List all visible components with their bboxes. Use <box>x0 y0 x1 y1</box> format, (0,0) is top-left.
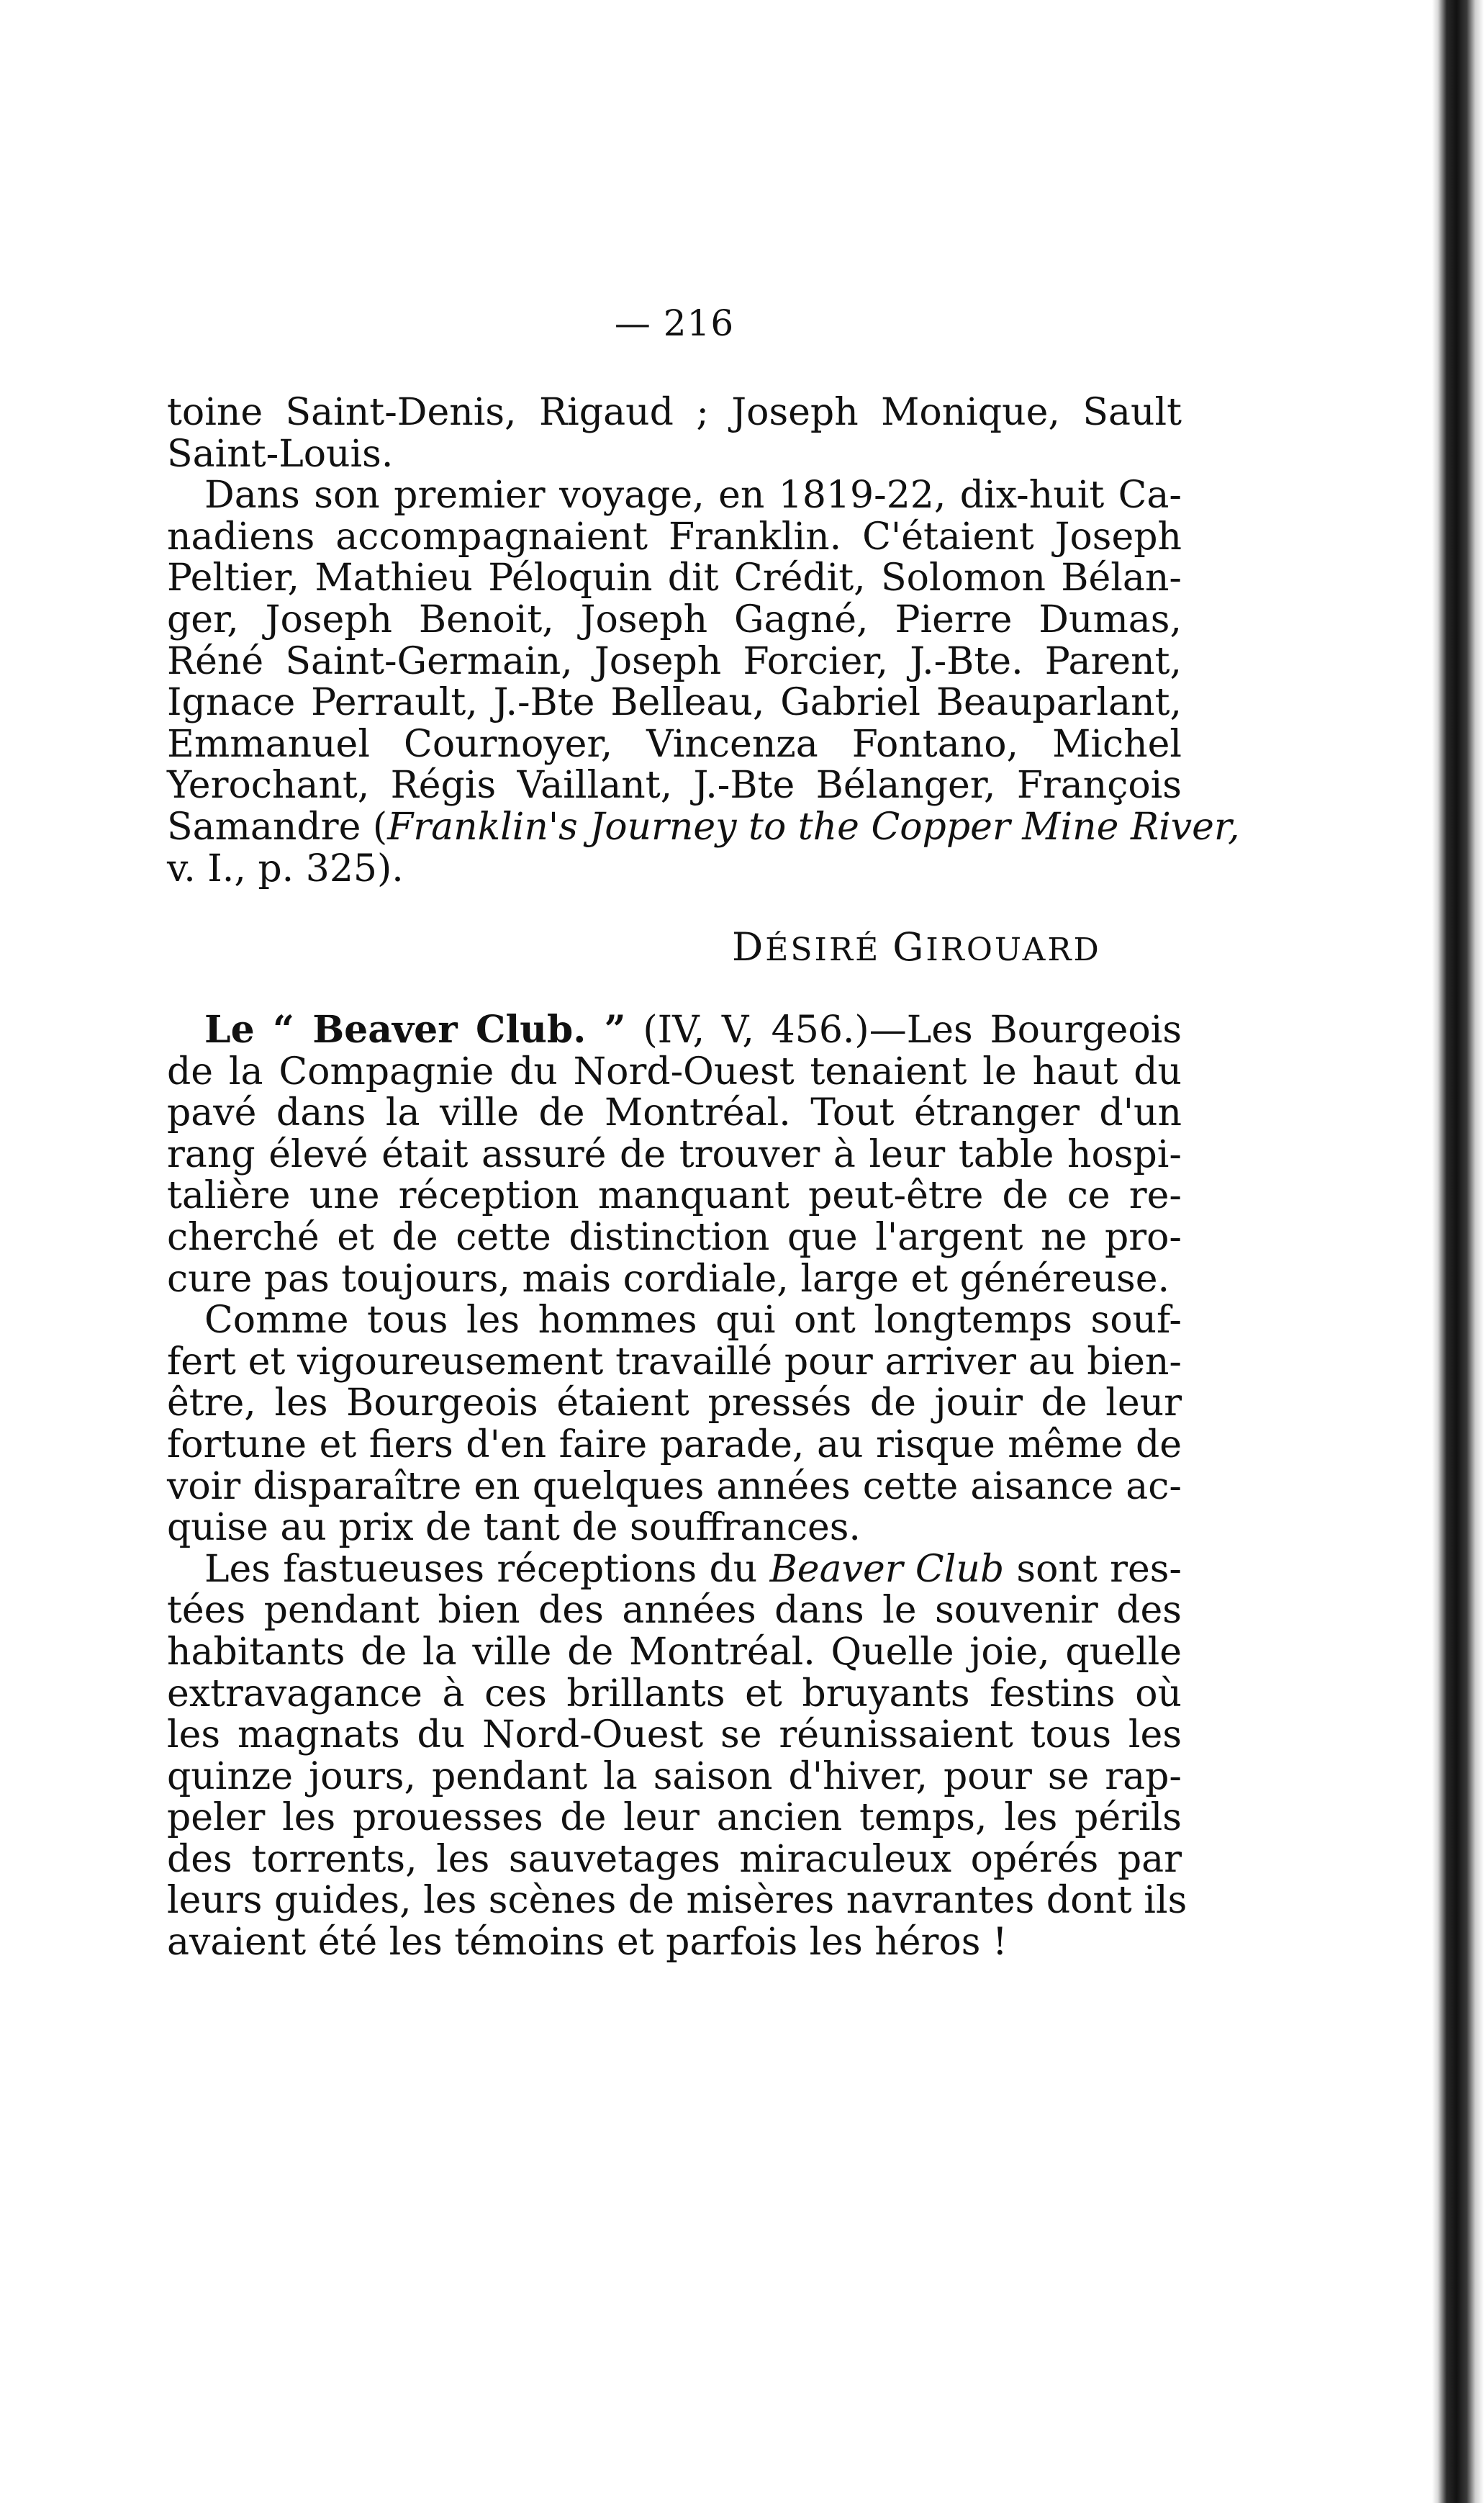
text-line: voir disparaître en quelques années cette aisance ac- <box>167 1464 1182 1508</box>
text-line: fortune et fiers d'en faire parade, au risque même de <box>167 1422 1182 1466</box>
text-line: leurs guides, les scènes de misères navrantes dont ils <box>167 1879 1187 1923</box>
page-number: — 216 <box>614 302 735 344</box>
text-line: Saint-Louis. <box>167 432 394 476</box>
text-line: avaient été les témoins et parfois les héros ! <box>167 1921 1008 1965</box>
club-name: Beaver Club <box>769 1547 1005 1591</box>
text-line: habitants de la ville de Montréal. Quelle joie, quelle <box>167 1630 1182 1674</box>
text-line: des torrents, les sauvetages miraculeux opérés par <box>167 1837 1182 1881</box>
text-line: cure pas toujours, mais cordiale, large et généreuse. <box>167 1257 1170 1301</box>
text-line: extravagance à ces brillants et bruyants festins où <box>167 1672 1182 1715</box>
citation-line <box>167 805 1240 849</box>
text-line: cherché et de cette distinction que l'argent ne pro- <box>167 1215 1182 1259</box>
text-line: Réné Saint-Germain, Joseph Forcier, J.-Bte. Parent, <box>167 639 1182 683</box>
article-heading-line <box>167 1009 1182 1052</box>
author-signature: DÉSIRÉ GIROUARD <box>732 924 1101 970</box>
page-binding-edge <box>1419 0 1484 2503</box>
citation-ref: v. I., p. 325). <box>167 847 404 890</box>
text-line: rang élevé était assuré de trouver à leur table hospi- <box>167 1132 1182 1176</box>
text-line: être, les Bourgeois étaient pressés de jouir de leur <box>167 1381 1182 1425</box>
text-line: Les fastueuses réceptions du Beaver Club sont res- <box>204 1547 1182 1591</box>
beaver-club-article <box>167 1008 1187 1965</box>
citation-title: Franklin's Journey to the Copper Mine River, <box>387 805 1240 849</box>
text-line: peler les prouesses de leur ancien temps, les périls <box>167 1796 1182 1840</box>
text-line: Emmanuel Cournoyer, Vincenza Fontano, Michel <box>167 722 1182 766</box>
text-line: Dans son premier voyage, en 1819-22, dix-huit Ca- <box>204 474 1182 518</box>
text-line: Comme tous les hommes qui ont longtemps souf- <box>204 1299 1182 1343</box>
article-heading: Le “ Beaver Club. ” <box>204 1008 626 1052</box>
text-line: fert et vigoureusement travaillé pour arriver au bien- <box>167 1340 1182 1384</box>
text-line: nadiens accompagnaient Franklin. C'étaient Joseph <box>167 515 1182 559</box>
text-line: quinze jours, pendant la saison d'hiver, pour se rap- <box>167 1754 1182 1798</box>
text-line: pavé dans la ville de Montréal. Tout étranger d'un <box>167 1091 1182 1135</box>
text-line: talière une réception manquant peut-être de ce re- <box>167 1174 1182 1218</box>
text-line: les magnats du Nord-Ouest se réunissaient tous les <box>167 1713 1182 1757</box>
text-line: tées pendant bien des années dans le souvenir des <box>167 1589 1182 1633</box>
previous-entry-text <box>167 391 1240 890</box>
text-line: toine Saint-Denis, Rigaud ; Joseph Monique, Sault <box>167 391 1182 434</box>
text-line: Yerochant, Régis Vaillant, J.-Bte Bélanger, François <box>167 764 1182 808</box>
citation-prefix: Samandre ( <box>167 805 388 849</box>
text-line: quise au prix de tant de souffrances. <box>167 1506 861 1550</box>
text-line: Peltier, Mathieu Péloquin dit Crédit, Solomon Bélan- <box>167 556 1182 600</box>
text-line: ger, Joseph Benoit, Joseph Gagné, Pierre Dumas, <box>167 597 1182 641</box>
text-line: de la Compagnie du Nord-Ouest tenaient le haut du <box>167 1050 1182 1093</box>
text-line: Ignace Perrault, J.-Bte Belleau, Gabriel Beauparlant, <box>167 681 1182 725</box>
article-reference: (IV, V, 456.)—Les Bourgeois <box>625 1009 1182 1052</box>
